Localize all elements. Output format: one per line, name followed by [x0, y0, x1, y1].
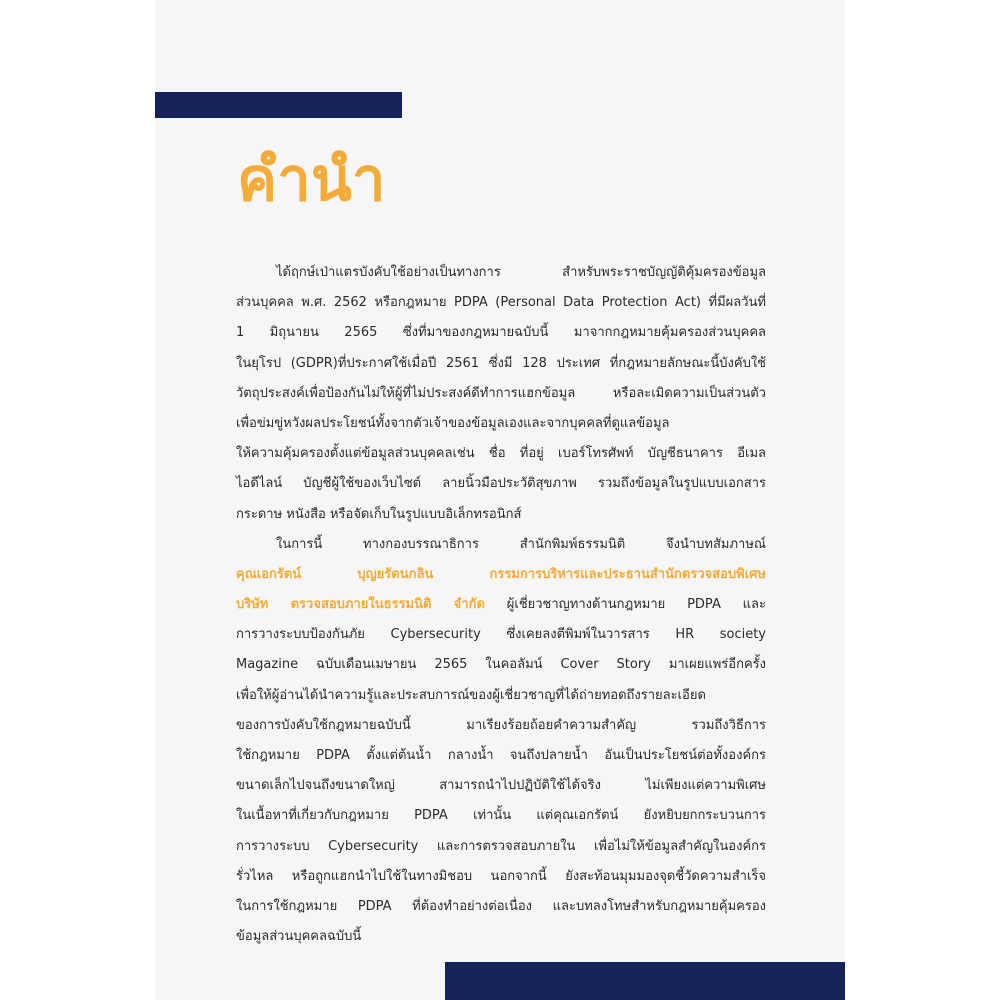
paragraph-2-line: เพื่อให้ผู้อ่านได้นำความรู้และประสบการณ์ของผู้เชี่ยวชาญที่ได้ถ่ายทอดถึงรายละเอียด	[236, 687, 706, 703]
body-text	[236, 258, 766, 952]
paragraph-2-line: รั่วไหล หรือถูกแฮกนำไปใช้ในทางมิชอบ นอกจากนี้ ยังสะท้อนมุมมองจุดชี้วัดความสำเร็จ	[236, 868, 766, 884]
top-decorative-bar	[155, 92, 402, 118]
paragraph-1-line: ในยุโรป (GDPR)ที่ประกาศใช้เมื่อปี 2561 ซึ่งมี 128 ประเทศ ที่กฎหมายลักษณะนี้บังคับใช้	[236, 355, 766, 371]
paragraph-2-line	[236, 590, 766, 620]
paragraph-2-line: ในการนี้ ทางกองบรรณาธิการ สำนักพิมพ์ธรรมนิติ จึงนำบทสัมภาษณ์	[276, 536, 766, 552]
paragraph-2-line: ของการบังคับใช้กฎหมายฉบับนี้ มาเรียงร้อยถ้อยคำความสำคัญ รวมถึงวิธีการ	[236, 717, 766, 733]
page-title: คำนำ	[237, 145, 386, 215]
paragraph-1-line: 1 มิถุนายน 2565 ซึ่งที่มาของกฎหมายฉบับนี้ มาจากกฎหมายคุ้มครองส่วนบุคคล	[236, 325, 766, 341]
paragraph-2-line: การวางระบบ Cybersecurity และการตรวจสอบภายใน เพื่อไม่ให้ข้อมูลสำคัญในองค์กร	[236, 838, 766, 854]
paragraph-2-line: ในการใช้กฎหมาย PDPA ที่ต้องทำอย่างต่อเนื่อง และบทลงโทษสำหรับกฎหมายคุ้มครอง	[236, 898, 766, 914]
paragraph-1-line: ได้ฤกษ์เป่าแตรบังคับใช้อย่างเป็นทางการ สำหรับพระราชบัญญัติคุ้มครองข้อมูล	[276, 265, 766, 280]
paragraph-1-line: ส่วนบุคคล พ.ศ. 2562 หรือกฎหมาย PDPA (Personal Data Protection Act) ที่มีผลวันที่	[236, 295, 766, 311]
company-highlight: บริษัท ตรวจสอบภายในธรรมนิติ จำกัด	[236, 597, 485, 613]
paragraph-2-line: ขนาดเล็กไปจนถึงขนาดใหญ่ สามารถนำไปปฏิบัติใช้ได้จริง ไม่เพียงแต่ความพิเศษ	[236, 778, 766, 794]
bottom-decorative-bar	[445, 962, 845, 1000]
paragraph-2-line: ใช้กฎหมาย PDPA ตั้งแต่ต้นน้ำ กลางน้ำ จนถึงปลายน้ำ อันเป็นประโยชน์ต่อทั้งองค์กร	[236, 748, 766, 763]
paragraph-1-line: ไอดีไลน์ บัญชีผู้ใช้ของเว็บไซต์ ลายนิ้วมือประวัติสุขภาพ รวมถึงข้อมูลในรูปแบบเอกสาร	[236, 476, 766, 492]
paragraph-2-line: การวางระบบป้องกันภัย Cybersecurity ซึ่งเคยลงตีพิมพ์ในวารสาร HR society	[236, 627, 766, 643]
paragraph-2-line: ข้อมูลส่วนบุคคลฉบับนี้	[236, 929, 362, 945]
document-page	[155, 0, 845, 1000]
paragraph-2-line: Magazine ฉบับเดือนเมษายน 2565 ในคอลัมน์ Cover Story มาเผยแพร่อีกครั้ง	[236, 657, 766, 673]
paragraph-2-text: ผู้เชี่ยวชาญทางด้านกฎหมาย PDPA และ	[484, 597, 766, 613]
paragraph-1-line: เพื่อข่มขู่หวังผลประโยชน์ทั้งจากตัวเจ้าของข้อมูลเองและจากบุคคลที่ดูแลข้อมูล	[236, 415, 670, 431]
paragraph-1-line: กระดาษ หนังสือ หรือจัดเก็บในรูปแบบอิเล็กทรอนิกส์	[236, 506, 522, 522]
paragraph-1-line: ให้ความคุ้มครองตั้งแต่ข้อมูลส่วนบุคคลเช่น ชื่อ ที่อยู่ เบอร์โทรศัพท์ บัญชีธนาคาร อีเมล	[236, 446, 766, 462]
paragraph-1-line: วัตถุประสงค์เพื่อป้องกันไม่ให้ผู้ที่ไม่ประสงค์ดีทำการแฮกข้อมูล หรือละเมิดความเป็นส่วนตัว	[236, 385, 766, 401]
interviewee-highlight: คุณเอกรัตน์ บุญยรัตนกลิน กรรมการบริหารและประธานสำนักตรวจสอบพิเศษ	[236, 566, 766, 582]
paragraph-2-line: ในเนื้อหาที่เกี่ยวกับกฎหมาย PDPA เท่านั้น แต่คุณเอกรัตน์ ยังหยิบยกกระบวนการ	[236, 808, 766, 824]
